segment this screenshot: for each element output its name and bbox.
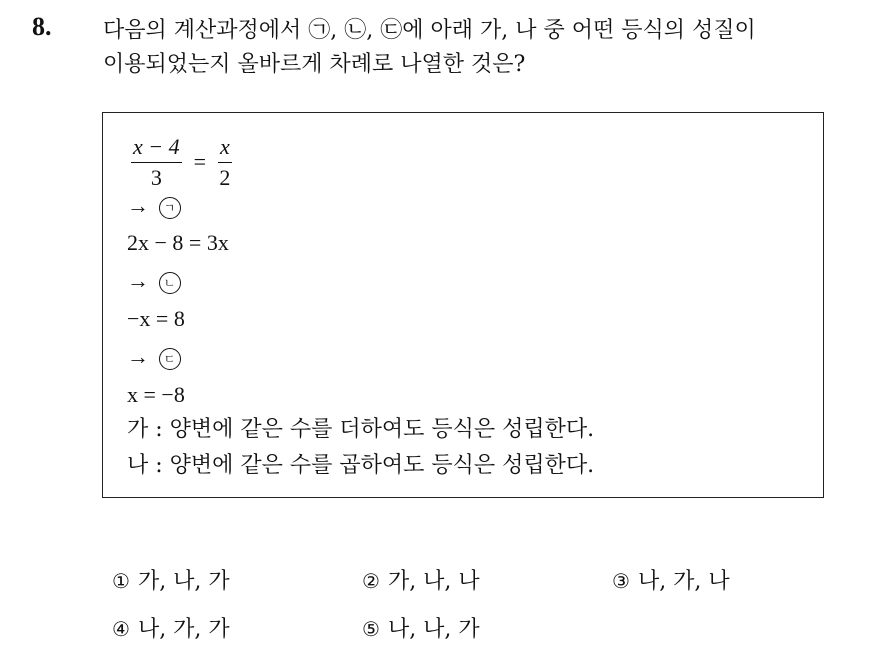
fraction-left	[131, 134, 182, 191]
initial-equation	[127, 131, 236, 193]
choice-4-text: 나, 가, 가	[137, 617, 230, 642]
rule-na: 나 : 양변에 같은 수를 곱하여도 등식은 성립한다.	[127, 453, 595, 478]
step-arrow-2	[127, 266, 181, 296]
choice-5[interactable]	[362, 614, 480, 645]
equation-2-text: 2x − 8 = 3x	[127, 230, 229, 255]
question-text-line1: 다음의 계산과정에서 ㉠, ㉡, ㉢에 아래 가, 나 중 어떤 등식의 성질이	[103, 18, 756, 43]
choice-1-mark: ①	[112, 569, 130, 593]
circled-mark-3: ㄷ	[159, 348, 181, 370]
fraction-left-numerator: x − 4	[131, 134, 182, 163]
question-text-line2: 이용되었는지 올바르게 차례로 나열한 것은?	[103, 52, 526, 77]
equation-3	[127, 304, 185, 334]
choice-3-text: 나, 가, 나	[637, 569, 730, 594]
circled-mark-1: ㄱ	[159, 197, 181, 219]
step-arrow-1	[127, 191, 181, 221]
choice-2-mark: ②	[362, 569, 380, 593]
arrow-icon: →	[127, 268, 149, 293]
choice-4[interactable]	[112, 614, 230, 645]
arrow-icon: →	[127, 193, 149, 218]
fraction-right	[218, 134, 232, 191]
choice-5-text: 나, 나, 가	[387, 617, 480, 642]
choice-2-text: 가, 나, 나	[387, 569, 480, 594]
equation-3-text: −x = 8	[127, 306, 185, 331]
choice-1-text: 가, 나, 가	[137, 569, 230, 594]
calculation-box	[102, 112, 824, 498]
circled-mark-2: ㄴ	[159, 272, 181, 294]
choice-3-mark: ③	[612, 569, 630, 593]
choice-4-mark: ④	[112, 617, 130, 641]
rule-ga: 가 : 양변에 같은 수를 더하여도 등식은 성립한다.	[127, 417, 595, 442]
arrow-icon: →	[127, 344, 149, 369]
equation-4	[127, 380, 185, 410]
choice-1[interactable]	[112, 566, 230, 597]
fraction-left-denominator: 3	[150, 164, 162, 190]
fraction-right-numerator: x	[218, 134, 232, 163]
equation-4-text: x = −8	[127, 382, 185, 407]
choice-2[interactable]	[362, 566, 480, 597]
equation-2	[127, 228, 229, 258]
question-number: 8.	[32, 12, 52, 41]
equals-sign: =	[193, 149, 207, 174]
fraction-right-denominator: 2	[219, 164, 231, 190]
question-text	[103, 14, 873, 82]
choice-5-mark: ⑤	[362, 617, 380, 641]
choice-3[interactable]	[612, 566, 730, 597]
step-arrow-3	[127, 342, 181, 372]
